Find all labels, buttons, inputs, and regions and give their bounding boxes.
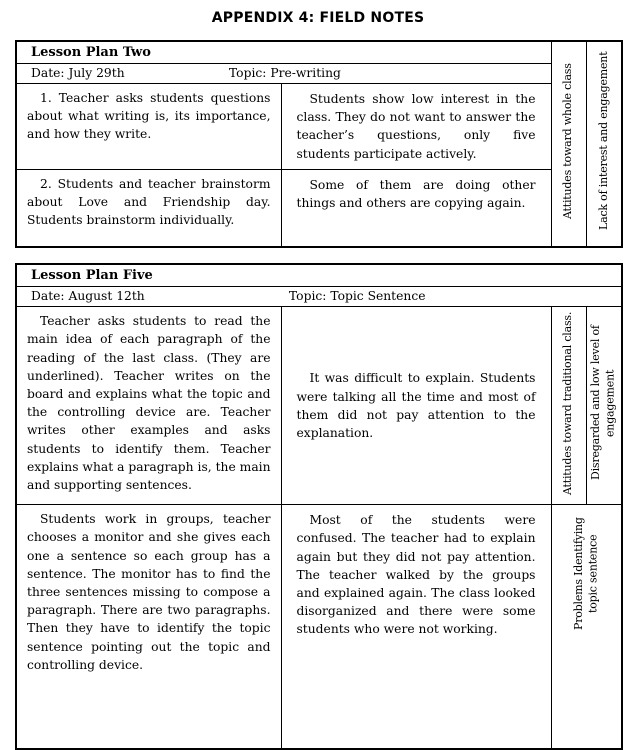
table1-category-column-2	[586, 41, 622, 247]
table2-title: Lesson Plan Five	[16, 264, 622, 287]
disregarded-low-engagement-label: Disregarded and low level of engagement	[589, 325, 617, 481]
table2-category-column-1	[551, 307, 586, 505]
table1-activity-2: 2. Students and teacher brainstorm about Love and Friendship day. Students brainstorm individually.	[16, 169, 281, 247]
table1-topic: Topic: Pre-writing	[228, 66, 341, 80]
table2-date-cell	[16, 287, 622, 307]
table2-date-row	[16, 287, 622, 307]
table1-observation-2: Some of them are doing other things and others are copying again.	[281, 169, 551, 247]
table1-title: Lesson Plan Two	[16, 41, 551, 64]
table1-category-column-1	[551, 41, 586, 247]
table2-header-row	[16, 264, 622, 287]
lesson-plan-five-table	[15, 263, 623, 750]
table1-date: Date: July 29th	[31, 66, 125, 80]
attitudes-toward-traditional-class-label: Attitudes toward traditional class.	[561, 311, 575, 495]
table2-activity-2: Students work in groups, teacher chooses a monitor and she gives each one a sentence so each group has a sentence. The monitor has to find the three sentences missing to compose a paragraph. There are two paragraphs. Then they have to identify the topic sentence pointing out the topic and controlling device.	[16, 505, 281, 749]
table2-observation-1: It was difficult to explain. Students were talking all the time and most of them did not pay attention to the explanation.	[281, 307, 551, 505]
table2-category-column-merged	[551, 505, 622, 749]
page-title: APPENDIX 4: FIELD NOTES	[211, 10, 425, 26]
table1-date-row	[16, 64, 622, 84]
problems-identifying-topic-sentence-label: Problems Identifying topic sentence	[571, 517, 600, 631]
table2-activity-1: Teacher asks students to read the main idea of each paragraph of the reading of the last class. (They are underlined). Teacher writes on the board and explains what the topic and the controlling device are. Teacher writes other examples and asks students to identify them. Teacher explains what a paragraph is, the main and supporting sentences.	[16, 307, 281, 505]
table2-row-1	[16, 307, 622, 505]
attitudes-toward-whole-class-label: Attitudes toward whole class	[561, 63, 575, 219]
table2-row-2	[16, 505, 622, 749]
table1-row-1	[16, 84, 622, 170]
table1-activity-1: 1. Teacher asks students questions about what writing is, its importance, and how they write.	[16, 84, 281, 170]
table1-row-2	[16, 169, 622, 247]
table2-date: Date: August 12th	[31, 289, 145, 304]
table1-date-cell	[16, 64, 551, 84]
table2-category-column-2	[586, 307, 622, 505]
table1-observation-1: Students show low interest in the class. They do not want to answer the teacher’s questions, only five students participate actively.	[281, 84, 551, 170]
lesson-plan-two-table	[15, 40, 623, 248]
table-spacer	[15, 248, 621, 263]
table1-header-row	[16, 41, 622, 64]
table2-observation-2: Most of the students were confused. The teacher had to explain again but they did not pay attention. The teacher walked by the groups and explained again. The class looked disorganized and there were some students who were not working.	[281, 505, 551, 749]
lack-of-interest-label: Lack of interest and engagement	[596, 51, 610, 231]
table2-topic: Topic: Topic Sentence	[288, 289, 426, 304]
